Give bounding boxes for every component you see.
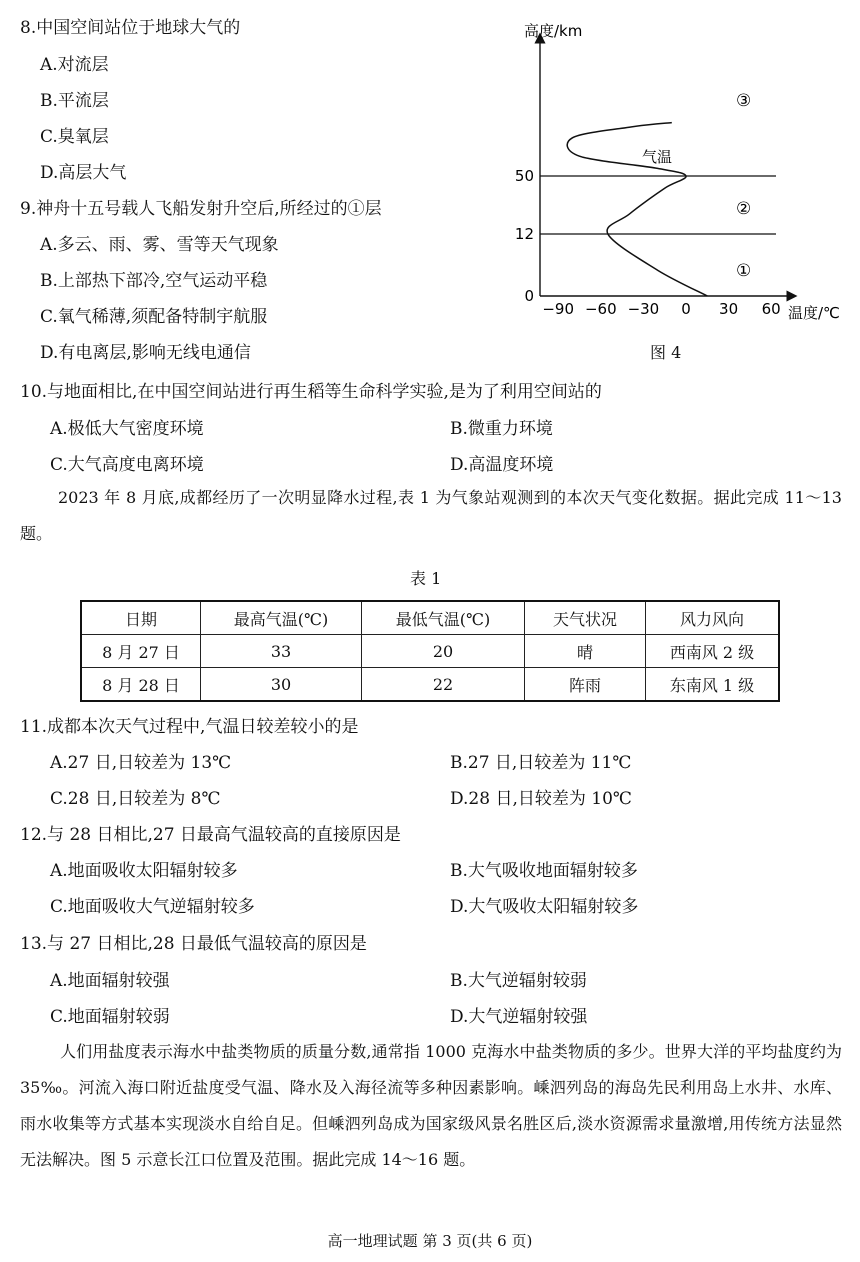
q13-option-c: C.地面辐射较弱 [50,1007,170,1027]
q9-option-a: A.多云、雨、雾、雪等天气现象 [40,235,279,255]
weather-table [80,600,780,702]
q10-option-b: B.微重力环境 [450,419,553,439]
q12-option-a: A.地面吸收太阳辐射较多 [50,861,238,881]
q11-option-c: C.28 日,日较差为 8℃ [50,789,221,809]
q9-option-b: B.上部热下部冷,空气运动平稳 [40,271,268,291]
header-min-temp: 最低气温(℃) [362,601,525,635]
q12-option-b: B.大气吸收地面辐射较多 [450,861,638,881]
temperature-curve [567,123,707,296]
layer-label-1: ① [736,261,752,281]
x-axis-label: 温度/℃ [788,304,840,322]
y-axis-label: 高度/km [524,22,583,40]
table-1-caption: 表 1 [410,569,442,588]
q8-option-c: C.臭氧层 [40,127,109,147]
q13-stem: 13.与 27 日相比,28 日最低气温较高的原因是 [20,934,367,954]
x-tick-label: −90 [542,300,575,318]
x-tick-label: −60 [584,300,617,318]
q13-option-a: A.地面辐射较强 [50,971,170,991]
q13-option-b: B.大气逆辐射较弱 [450,971,587,991]
q8-stem: 8.中国空间站位于地球大气的 [20,18,241,38]
figure-4-chart [500,14,852,332]
cell-date: 8 月 28 日 [81,668,201,702]
table-header-row [81,601,779,635]
q11-option-d: D.28 日,日较差为 10℃ [450,789,632,809]
cell-min-temp: 22 [362,668,525,702]
header-wind: 风力风向 [646,601,780,635]
q10-stem: 10.与地面相比,在中国空间站进行再生稻等生命科学实验,是为了利用空间站的 [20,382,602,402]
cell-date: 8 月 27 日 [81,635,201,668]
header-max-temp: 最高气温(℃) [201,601,362,635]
intro-paragraph-2: 人们用盐度表示海水中盐类物质的质量分数,通常指 1000 克海水中盐类物质的多少。世界大洋的平均盐度约为 35‰。河流入海口附近盐度受气温、降水及入海径流等多种因素影响。嵊泗列岛的海岛先民利用岛上水井、水库、雨水收集等方式基本实现淡水自给自足。但嵊泗列岛成为国家级风景名胜区后,淡水资源需求量激增,用传统方法显然无法解决。图 5 示意长江口位置及范围。据此完成 14～16 题。 [20,1042,842,1169]
y-tick-label: 12 [514,225,534,243]
intro-paragraph-1: 2023 年 8 月底,成都经历了一次明显降水过程,表 1 为气象站观测到的本次天气变化数据。据此完成 11～13 题。 [20,488,842,543]
x-tick-label: −30 [627,300,660,318]
q10-option-c: C.大气高度电离环境 [50,455,204,475]
q12-option-c: C.地面吸收大气逆辐射较多 [50,897,255,917]
q8-option-b: B.平流层 [40,91,109,111]
header-weather: 天气状况 [525,601,646,635]
q9-stem: 9.神舟十五号载人飞船发射升空后,所经过的①层 [20,199,382,219]
y-tick-label: 50 [514,167,534,185]
cell-wind: 东南风 1 级 [646,668,780,702]
layer-label-2: ② [736,199,752,219]
cell-weather: 阵雨 [525,668,646,702]
q12-option-d: D.大气吸收太阳辐射较多 [450,897,639,917]
x-tick-label: 30 [719,300,739,318]
cell-weather: 晴 [525,635,646,668]
cell-wind: 西南风 2 级 [646,635,780,668]
cell-min-temp: 20 [362,635,525,668]
q8-option-a: A.对流层 [40,55,109,75]
cell-max-temp: 30 [201,668,362,702]
table-row [81,668,779,702]
x-tick-label: 0 [681,300,691,318]
table-row [81,635,779,668]
figure-4-caption: 图 4 [650,343,682,362]
q9-option-d: D.有电离层,影响无线电通信 [40,343,251,363]
q11-option-a: A.27 日,日较差为 13℃ [50,753,232,773]
x-tick-label: 60 [761,300,781,318]
curve-label: 气温 [642,148,673,166]
q9-option-c: C.氧气稀薄,须配备特制宇航服 [40,307,268,327]
q12-stem: 12.与 28 日相比,27 日最高气温较高的直接原因是 [20,825,401,845]
q11-stem: 11.成都本次天气过程中,气温日较差较小的是 [20,717,359,737]
y-tick-label: 0 [524,287,534,305]
q11-option-b: B.27 日,日较差为 11℃ [450,753,632,773]
q10-option-d: D.高温度环境 [450,455,554,475]
q8-option-d: D.高层大气 [40,163,127,183]
layer-label-3: ③ [736,91,752,111]
q10-option-a: A.极低大气密度环境 [50,419,204,439]
cell-max-temp: 33 [201,635,362,668]
page-footer: 高一地理试题 第 3 页(共 6 页) [327,1232,533,1250]
header-date: 日期 [81,601,201,635]
q13-option-d: D.大气逆辐射较强 [450,1007,588,1027]
